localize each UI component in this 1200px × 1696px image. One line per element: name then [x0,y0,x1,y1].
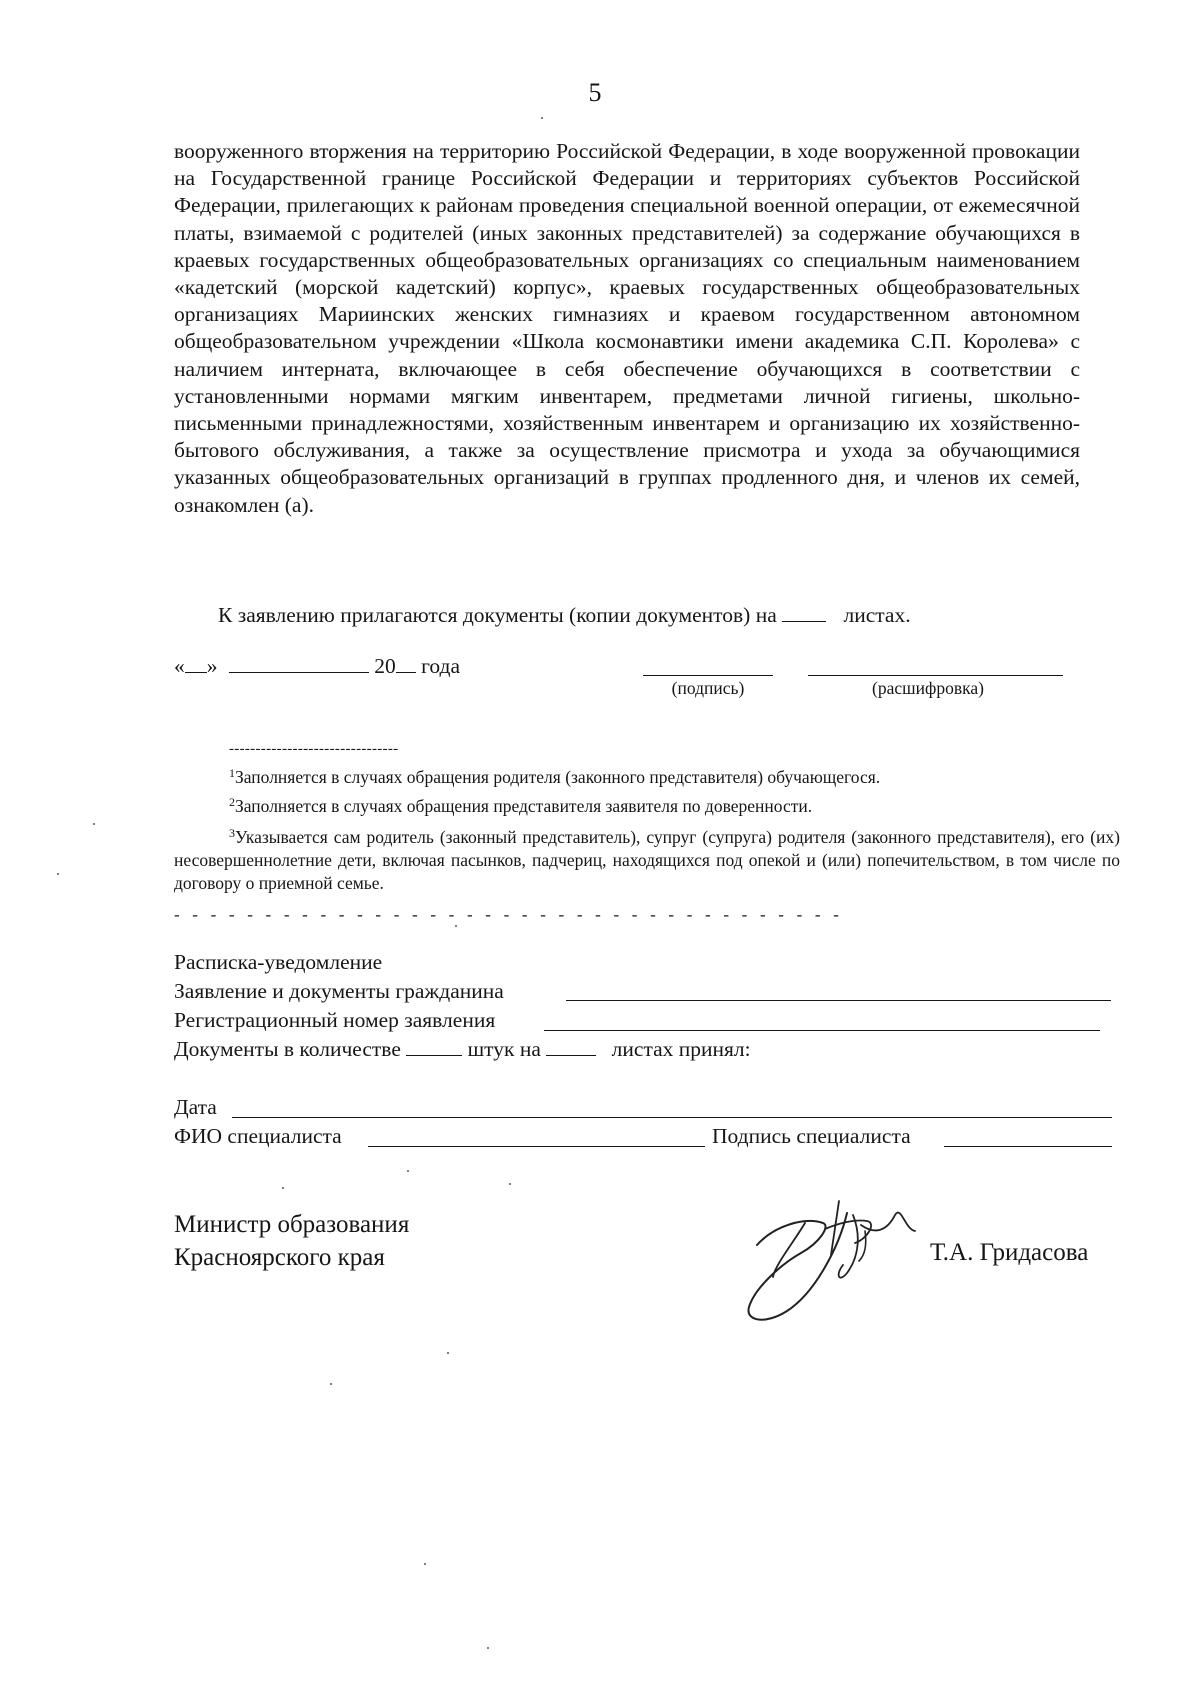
year-blank[interactable] [396,654,416,673]
footnote-1-mark: 1 [229,766,235,780]
year-prefix: 20 [374,654,396,678]
date-close-quote: » [206,654,218,678]
date-line [174,654,460,679]
sheets-field[interactable] [546,1037,596,1056]
signature-caption: (подпись) [671,678,745,698]
attachments-prefix: К заявлению прилагаются документы (копии документов) на [218,603,777,627]
specialist-signature-label: Подпись специалиста [712,1124,911,1148]
page-number: 5 [588,78,602,107]
citizen-documents-field[interactable] [566,1000,1111,1001]
year-suffix: года [421,654,461,678]
footnote-1 [229,766,880,789]
day-blank[interactable] [185,654,207,673]
registration-number-label: Регистрационный номер заявления [174,1008,496,1032]
citizen-documents-label: Заявление и документы гражданина [174,979,504,1003]
date-label: Дата [174,1095,217,1119]
documents-count-line [174,1035,751,1064]
position-line-2: Красноярского края [174,1244,385,1271]
registration-number-field[interactable] [544,1030,1100,1031]
position-line-1: Министр образования [174,1211,410,1238]
footnote-2-mark: 2 [229,795,235,809]
signatory-position [174,1208,409,1274]
body-paragraph: вооруженного вторжения на территорию Российской Федерации, в ходе вооруженной провокации на Государственной границе Российской Федерации и территориях субъектов Российской Федерации, прилегающих к районам проведения специальной военной операции, от ежемесячной платы, взимаемой с родителей (иных законных представителей) за содержание обучающихся в краевых государственных общеобразовательных организациях со специальным наименованием «кадетский (морской кадетский) корпус», краевых государственных общеобразовательных организациях Мариинских женских гимназиях и краевом государственном автономном общеобразовательном учреждении «Школа космонавтики имени академика С.П. Королева» с наличием интерната, включающее в себя обеспечение обучающихся в соответствии с установленными нормами мягким инвентарем, предметами личной гигиены, школьно-письменными принадлежностями, хозяйственным инвентарем и организацию их хозяйственно-бытового обслуживания, а также за осуществление присмотра и ухода за обучающимися указанных общеобразовательных организаций в группах продленного дня, и членов их семей, ознакомлен (а). [174,139,1080,517]
decode-line[interactable] [808,675,1063,676]
handwritten-signature [735,1195,925,1330]
receipt-title: Расписка-уведомление [174,950,383,974]
footnote-3-text: Указывается сам родитель (законный представитель), супруг (супруга) родителя (законного представителя), его (их) несовершеннолетние дети, включая пасынков, падчериц, находящихся под опекой и (или) попечительством, в том числе по договору о приемной семье. [174,827,1120,893]
date-open-quote: « [174,654,185,678]
attachments-line [218,603,911,628]
specialist-signature-field[interactable] [944,1146,1112,1147]
documents-count-field[interactable] [406,1037,462,1056]
footnote-3-mark: 3 [229,826,235,840]
count-suffix: листах принял: [611,1037,751,1061]
footnote-separator: -------------------------------- [229,741,399,757]
footnote-2 [229,795,812,818]
count-middle: штук на [467,1037,541,1061]
signature-line[interactable] [643,675,773,676]
footnote-2-text: Заполняется в случаях обращения представителя заявителя по доверенности. [235,796,813,816]
attachments-suffix: листах. [843,603,911,627]
decode-caption: (расшифровка) [872,678,984,698]
footnote-1-text: Заполняется в случаях обращения родителя (законного представителя) обучающегося. [235,767,881,787]
count-prefix: Документы в количестве [174,1037,401,1061]
sheets-count-blank[interactable] [782,603,826,622]
specialist-name-label: ФИО специалиста [174,1124,342,1148]
signer-name: Т.А. Гридасова [930,1239,1089,1266]
date-field[interactable] [232,1117,1112,1118]
specialist-name-field[interactable] [368,1146,705,1147]
month-blank[interactable] [229,654,369,673]
dashed-separator: - - - - - - - - - - - - - - - - - - - - - - - - - - - - - - - - - - - - - [174,905,844,924]
footnote-3 [174,826,1120,895]
